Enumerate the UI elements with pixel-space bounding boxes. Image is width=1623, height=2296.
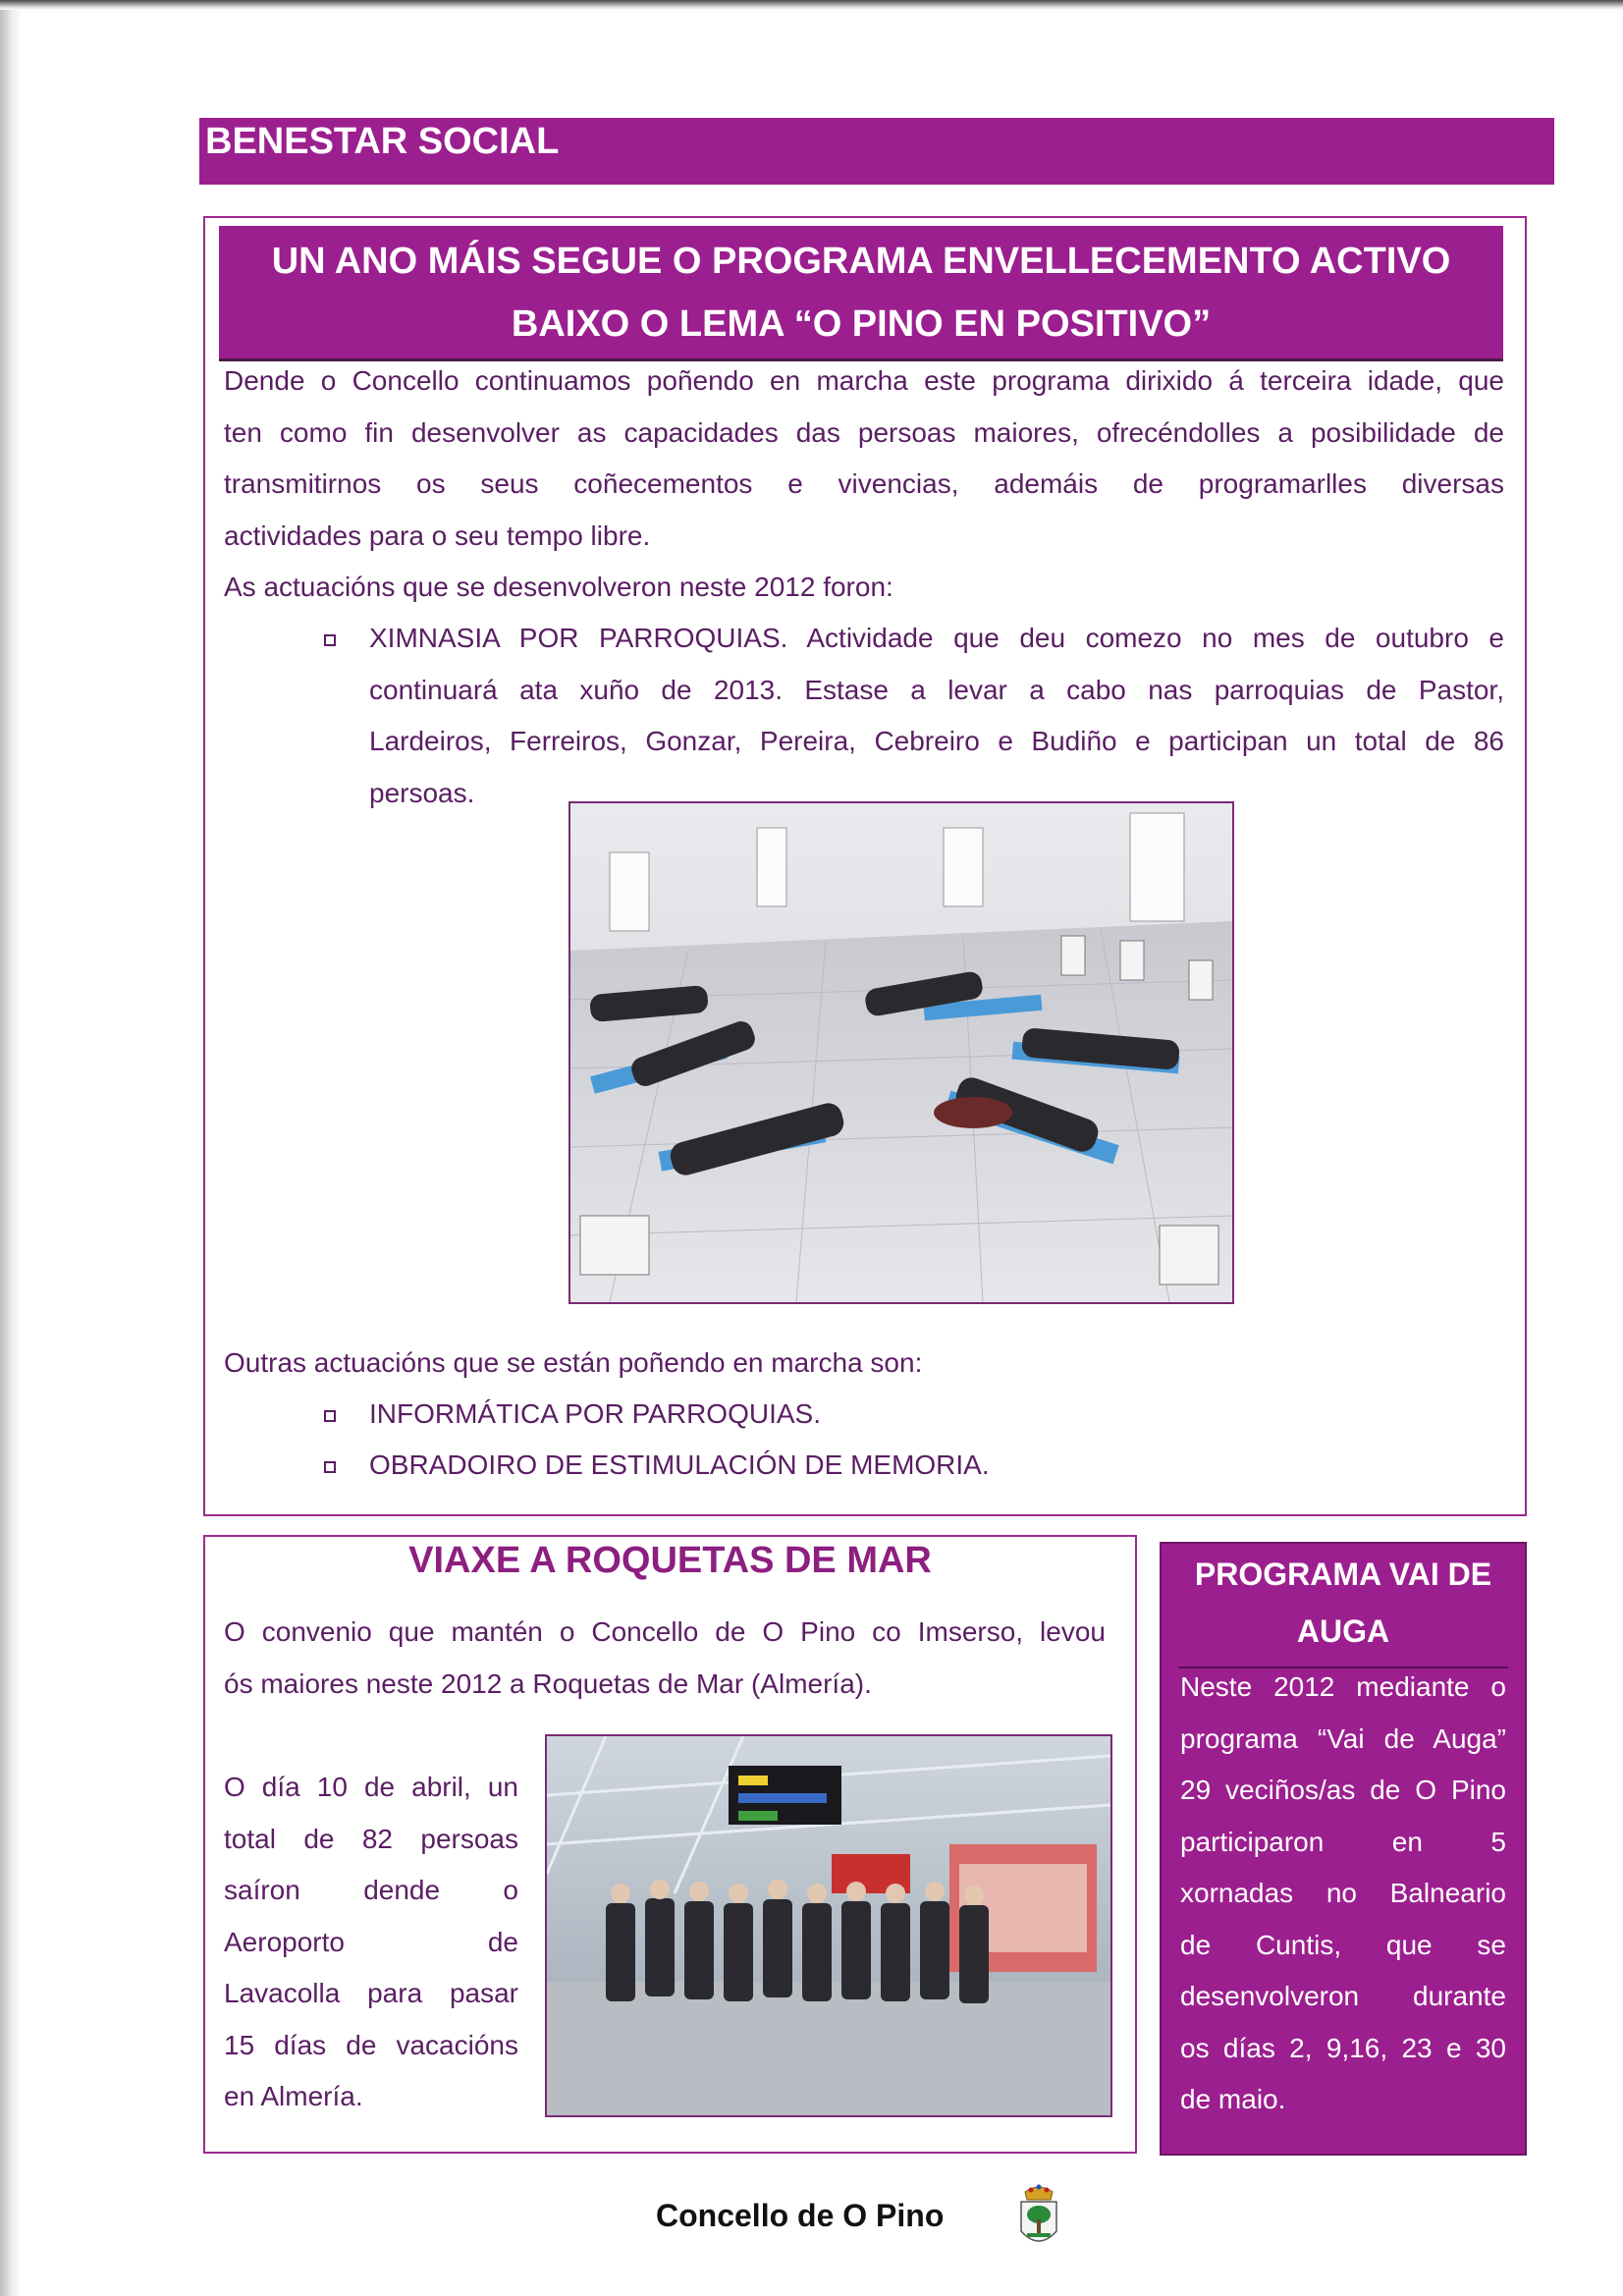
actions-intro: As actuacións que se desenvolveron neste 2012 foron: — [224, 572, 893, 602]
other-item-line: OBRADOIRO DE ESTIMULACIÓN DE MEMORIA. — [369, 1449, 990, 1480]
intro-line: Dende o Concello continuamos poñendo en marcha este programa dirixido á terceira idade, que — [224, 365, 1504, 396]
gym-exercise-photo — [568, 801, 1234, 1304]
bullet-line: Lardeiros, Ferreiros, Gonzar, Pereira, Cebreiro e Budiño e participan un total de 86 — [369, 726, 1504, 756]
viaxe-side-line: Lavacolla para pasar — [224, 1978, 518, 2008]
auga-line: de maio. — [1180, 2084, 1286, 2114]
viaxe-side-line: O día 10 de abril, un — [224, 1772, 518, 1802]
other-item-line: INFORMÁTICA POR PARROQUIAS. — [369, 1398, 821, 1429]
viaxe-side-text — [224, 1762, 518, 2123]
auga-line: desenvolveron durante — [1180, 1981, 1506, 2011]
page-edge-shadow — [0, 0, 22, 2296]
intro-line: actividades para o seu tempo libre. — [224, 519, 651, 551]
other-item-memoria — [369, 1440, 1498, 1492]
intro-line: transmitirnos os seus coñecementos e vivencias, ademáis de programarlles diversas — [224, 468, 1504, 499]
auga-line: os días 2, 9,16, 23 e 30 — [1180, 2032, 1506, 2063]
viaxe-side-line: saíron dende o — [224, 1875, 518, 1905]
main-article-title — [219, 226, 1503, 361]
bullet-icon — [324, 1410, 336, 1422]
other-item-informatica — [369, 1389, 1498, 1441]
auga-line: Neste 2012 mediante o — [1180, 1671, 1506, 1702]
viaxe-intro — [224, 1607, 1106, 1710]
auga-line: programa “Vai de Auga” — [1180, 1722, 1506, 1754]
auga-body — [1180, 1662, 1506, 2126]
viaxe-side-line: total de 82 persoas — [224, 1823, 518, 1854]
auga-title — [1160, 1546, 1527, 1660]
intro-line: ten como fin desenvolver as capacidades das persoas maiores, ofrecéndolles a posibilidade de — [224, 416, 1504, 448]
other-actions-intro — [224, 1338, 1504, 1390]
airport-group-photo — [545, 1734, 1112, 2117]
viaxe-side-line: 15 días de vacacións — [224, 2029, 518, 2060]
viaxe-intro-line: ós maiores neste 2012 a Roquetas de Mar (Almería). — [224, 1667, 872, 1699]
auga-title-line-1: PROGRAMA VAI DE — [1194, 1557, 1492, 1592]
auga-line: xornadas no Balneario — [1180, 1878, 1506, 1908]
section-header: BENESTAR SOCIAL — [199, 118, 1554, 185]
footer-concello-name: Concello de O Pino — [656, 2198, 945, 2233]
auga-line: 29 veciños/as de O Pino — [1180, 1775, 1506, 1805]
bullet-icon — [324, 634, 336, 646]
viaxe-intro-line: O convenio que mantén o Concello de O Pino co Imserso, levou — [224, 1616, 1106, 1647]
viaxe-side-line: Aeroporto de — [224, 1926, 518, 1957]
bullet-icon — [324, 1461, 336, 1473]
auga-title-line-2: AUGA — [1296, 1613, 1390, 1649]
main-title-line-2: BAIXO O LEMA “O PINO EN POSITIVO” — [511, 303, 1212, 345]
other-intro-line: Outras actuacións que se están poñendo en marcha son: — [224, 1347, 923, 1378]
viaxe-side-line: en Almería. — [224, 2081, 363, 2111]
auga-line: de Cuntis, que se — [1180, 1929, 1506, 1960]
municipal-crest-icon — [1017, 2182, 1060, 2253]
bullet-line: continuará ata xuño de 2013. Estase a levar a cabo nas parroquias de Pastor, — [369, 674, 1504, 705]
auga-line: participaron en 5 — [1180, 1826, 1506, 1857]
bullet-ximnasia — [369, 613, 1504, 819]
bullet-line: persoas. — [369, 777, 475, 808]
page-top-edge — [0, 0, 1623, 10]
intro-paragraph — [224, 355, 1504, 614]
viaxe-title: VIAXE A ROQUETAS DE MAR — [408, 1540, 932, 1581]
main-title-line-1: UN ANO MÁIS SEGUE O PROGRAMA ENVELLECEMENTO ACTIVO — [271, 241, 1451, 282]
bullet-line: XIMNASIA POR PARROQUIAS. Actividade que deu comezo no mes de outubro e — [369, 623, 1504, 653]
